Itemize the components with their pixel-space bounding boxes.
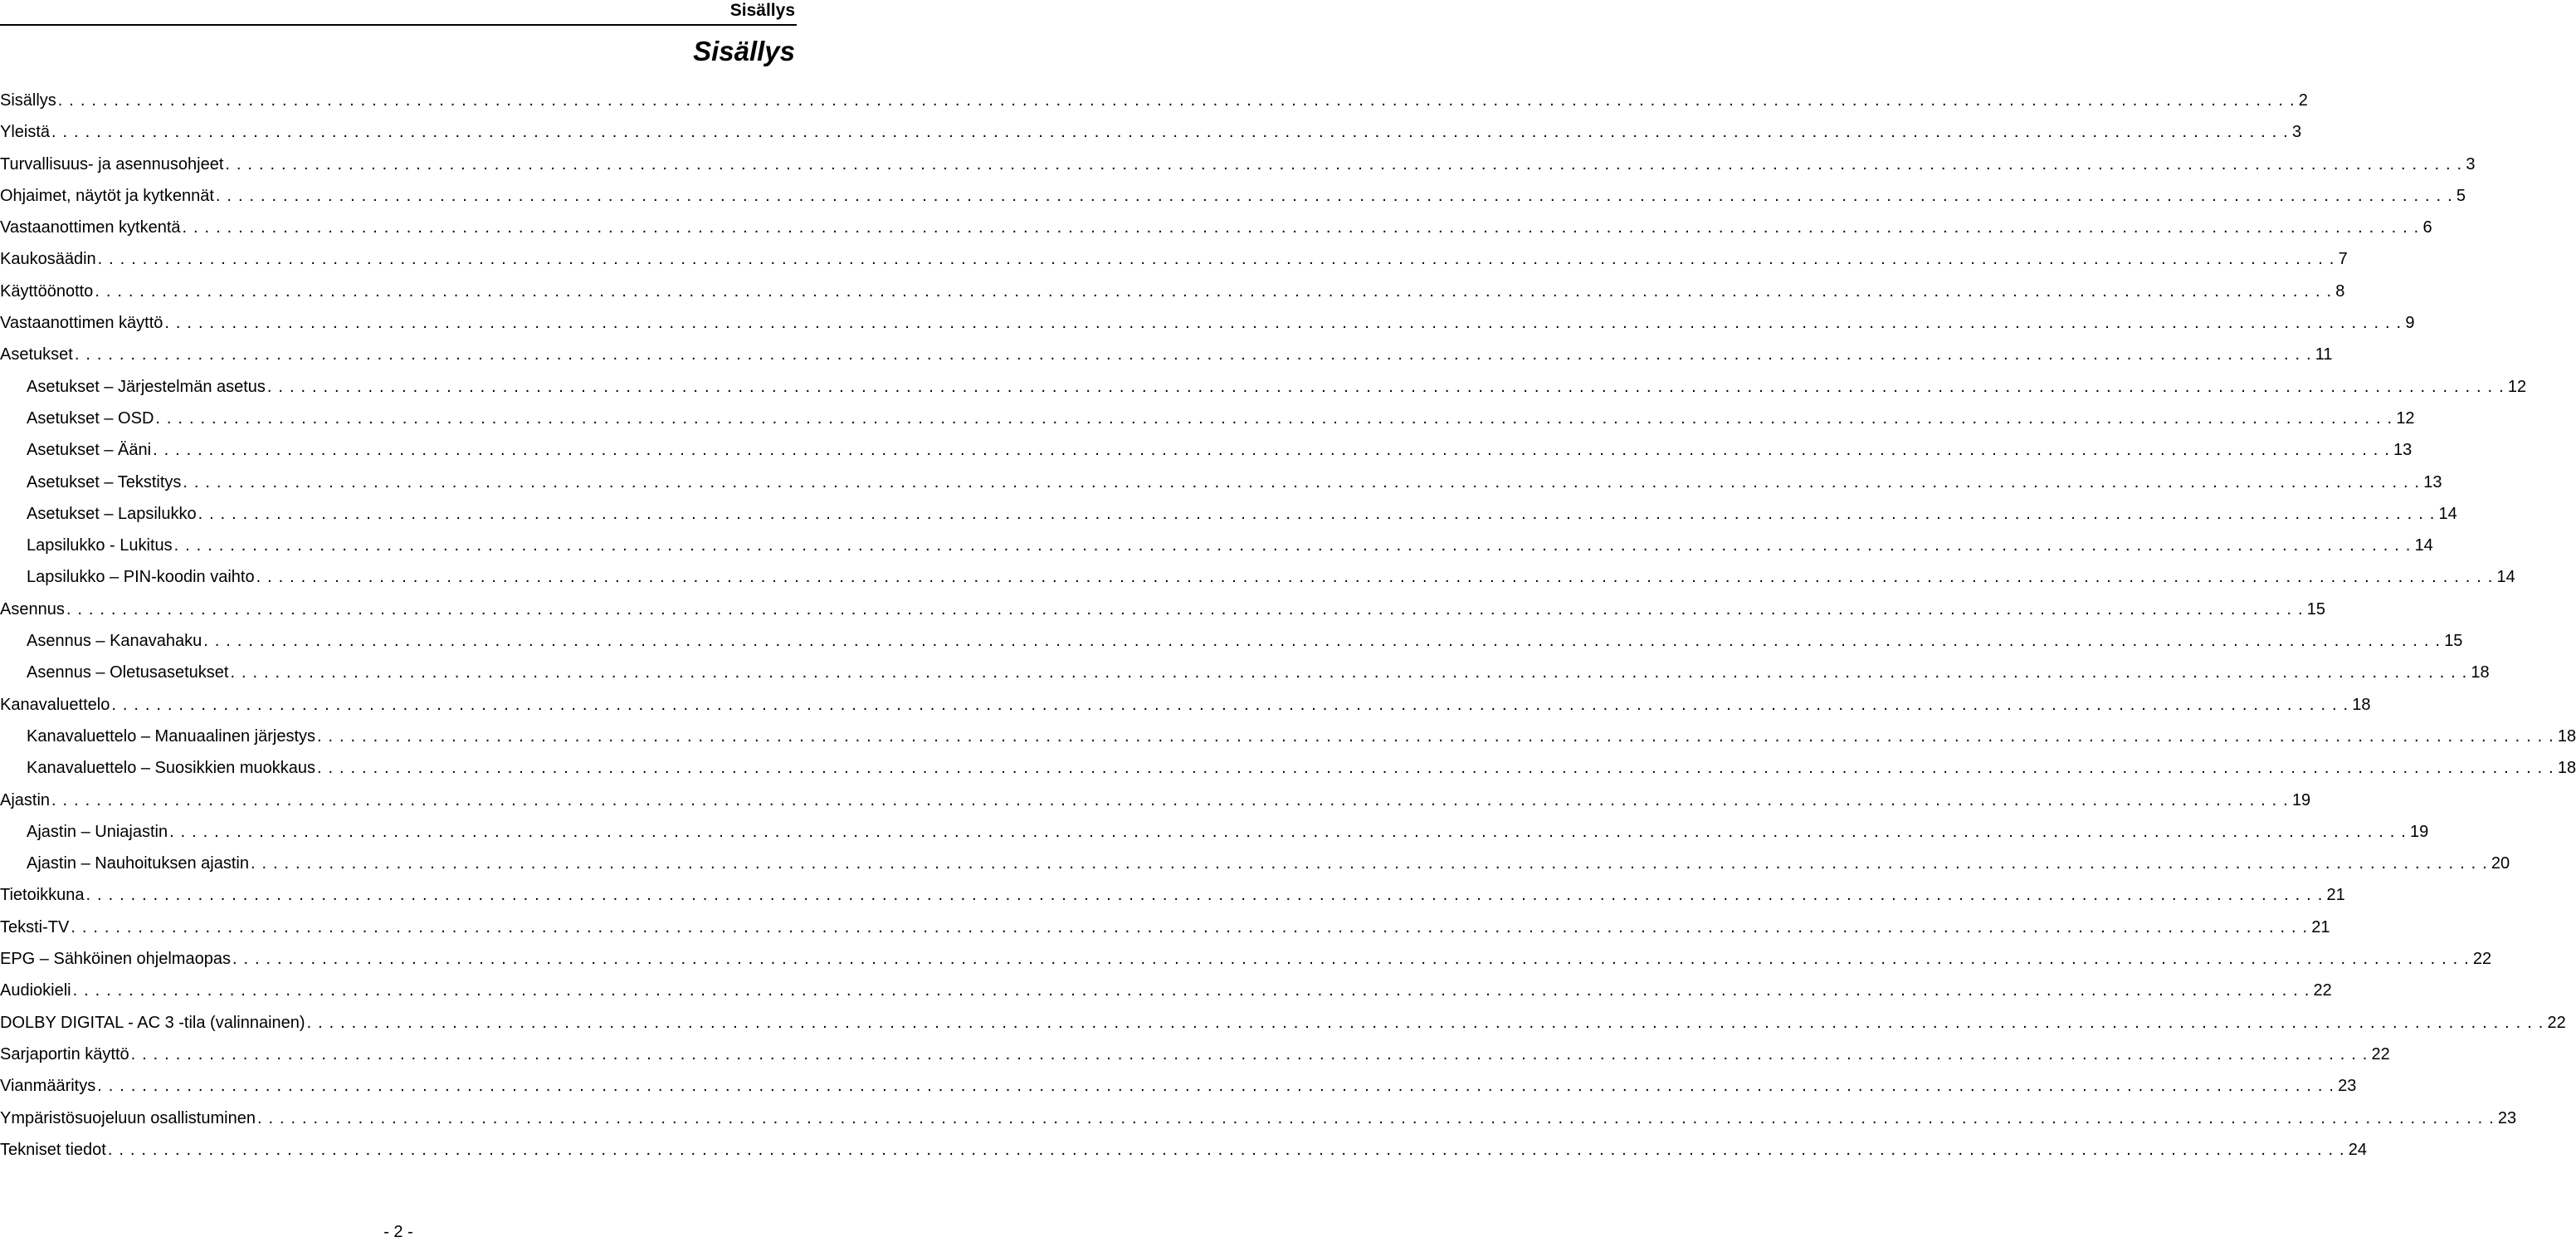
toc-entry[interactable]	[0, 498, 2457, 530]
toc-entry-label: Asetukset	[0, 345, 73, 364]
toc-entry-label: Ympäristösuojeluun osallistuminen	[0, 1108, 256, 1127]
toc-entry[interactable]	[0, 657, 2490, 688]
toc-entry[interactable]	[0, 816, 2429, 848]
toc-entry-page: 21	[2326, 886, 2345, 905]
toc-entry[interactable]	[0, 975, 2332, 1006]
toc-dot-leader: . . . . . . . . . . . . . . . . . . . . . . . . . . . . . . . . . . . . . . . . . . . . . . . . . . . . . . . . . . . . . . . . . . . . . . . . . . . . . . . . . . . . . . . . . . . . . . . . . . . . . . . . . . . . . . . . . . . . . . . . . . . . . . . . . . . . . . . . . . . . . . . . . . . . . . . . . . . . . . . . . . . . . . . . . . . . . . . . . . . . . . . . . . . . . . . . . . . . . . . .	[51, 123, 2289, 142]
toc-entry-page: 19	[2410, 822, 2429, 841]
toc-entry-page: 7	[2338, 250, 2348, 269]
toc-entry-label: Vastaanottimen käyttö	[0, 314, 163, 333]
toc-entry-page: 22	[2313, 981, 2332, 1000]
toc-entry-page: 19	[2291, 790, 2311, 809]
toc-dot-leader: . . . . . . . . . . . . . . . . . . . . . . . . . . . . . . . . . . . . . . . . . . . . . . . . . . . . . . . . . . . . . . . . . . . . . . . . . . . . . . . . . . . . . . . . . . . . . . . . . . . . . . . . . . . . . . . . . . . . . . . . . . . . . . . . . . . . . . . . . . . . . . . . . . . . . . . . . . . . . . . . . . . . . . . . . . . . . . . . . . . . . . . . . . . . . . . . . . . . . . . .	[215, 186, 2453, 205]
toc-entry-page: 14	[2414, 536, 2433, 555]
toc-entry[interactable]	[0, 530, 2433, 561]
toc-entry[interactable]	[0, 1039, 2390, 1070]
toc-entry-page: 23	[2338, 1077, 2357, 1096]
toc-entry-page: 12	[2507, 377, 2527, 396]
toc-entry[interactable]	[0, 943, 2492, 975]
toc-entry-page: 20	[2491, 854, 2510, 873]
toc-entry-page: 18	[2557, 759, 2576, 778]
toc-dot-leader: . . . . . . . . . . . . . . . . . . . . . . . . . . . . . . . . . . . . . . . . . . . . . . . . . . . . . . . . . . . . . . . . . . . . . . . . . . . . . . . . . . . . . . . . . . . . . . . . . . . . . . . . . . . . . . . . . . . . . . . . . . . . . . . . . . . . . . . . . . . . . . . . . . . . . . . . . . . . . . . . . . . . . . . . . . . . . . . . . . . . . . . . . . . . . . . . . . . . . . . .	[182, 218, 2420, 237]
page-number: - 2 -	[383, 1223, 413, 1241]
toc-entry[interactable]	[0, 85, 2308, 116]
toc-entry-label: Asetukset – Järjestelmän asetus	[27, 377, 266, 396]
toc-dot-leader: . . . . . . . . . . . . . . . . . . . . . . . . . . . . . . . . . . . . . . . . . . . . . . . . . . . . . . . . . . . . . . . . . . . . . . . . . . . . . . . . . . . . . . . . . . . . . . . . . . . . . . . . . . . . . . . . . . . . . . . . . . . . . . . . . . . . . . . . . . . . . . . . . . . . . . . . . . . . . . . . . . . . . . . . . . . . . . . . . . . . . . . . . . . . . . . . . . . . . . . .	[95, 281, 2333, 301]
toc-dot-leader: . . . . . . . . . . . . . . . . . . . . . . . . . . . . . . . . . . . . . . . . . . . . . . . . . . . . . . . . . . . . . . . . . . . . . . . . . . . . . . . . . . . . . . . . . . . . . . . . . . . . . . . . . . . . . . . . . . . . . . . . . . . . . . . . . . . . . . . . . . . . . . . . . . . . . . . . . . . . . . . . . . . . . . . . . . . . . . . . . . . . . . . . . . . . . . . . . . . . . . . .	[72, 981, 2310, 1000]
toc-entry-page: 22	[2371, 1044, 2390, 1064]
toc-entry-page: 5	[2456, 186, 2466, 205]
toc-entry-page: 18	[2557, 726, 2576, 746]
toc-entry[interactable]	[0, 339, 2333, 370]
toc-entry[interactable]	[0, 243, 2348, 275]
toc-dot-leader: . . . . . . . . . . . . . . . . . . . . . . . . . . . . . . . . . . . . . . . . . . . . . . . . . . . . . . . . . . . . . . . . . . . . . . . . . . . . . . . . . . . . . . . . . . . . . . . . . . . . . . . . . . . . . . . . . . . . . . . . . . . . . . . . . . . . . . . . . . . . . . . . . . . . . . . . . . . . . . . . . . . . . . . . . . . . . . . . . . . . . . . . . . . . . . . . . . . . . . . .	[155, 408, 2393, 428]
running-header-title: Sisällys	[729, 1, 795, 20]
toc-entry-label: Asetukset – OSD	[27, 408, 154, 428]
toc-entry-page: 8	[2335, 281, 2345, 301]
toc-dot-leader: . . . . . . . . . . . . . . . . . . . . . . . . . . . . . . . . . . . . . . . . . . . . . . . . . . . . . . . . . . . . . . . . . . . . . . . . . . . . . . . . . . . . . . . . . . . . . . . . . . . . . . . . . . . . . . . . . . . . . . . . . . . . . . . . . . . . . . . . . . . . . . . . . . . . . . . . . . . . . . . . . . . . . . . . . . . . . . . . . . . . . . . . . . . . . . . . . . . . . . . .	[173, 536, 2412, 555]
toc-dot-leader: . . . . . . . . . . . . . . . . . . . . . . . . . . . . . . . . . . . . . . . . . . . . . . . . . . . . . . . . . . . . . . . . . . . . . . . . . . . . . . . . . . . . . . . . . . . . . . . . . . . . . . . . . . . . . . . . . . . . . . . . . . . . . . . . . . . . . . . . . . . . . . . . . . . . . . . . . . . . . . . . . . . . . . . . . . . . . . . . . . . . . . . . . . . . . . . . . . . . . . . .	[306, 1013, 2544, 1032]
toc-entry[interactable]	[0, 276, 2345, 307]
toc-entry-label: EPG – Sähköinen ohjelmaopas	[0, 950, 231, 969]
toc-entry-label: Lapsilukko - Lukitus	[27, 536, 173, 555]
toc-dot-leader: . . . . . . . . . . . . . . . . . . . . . . . . . . . . . . . . . . . . . . . . . . . . . . . . . . . . . . . . . . . . . . . . . . . . . . . . . . . . . . . . . . . . . . . . . . . . . . . . . . . . . . . . . . . . . . . . . . . . . . . . . . . . . . . . . . . . . . . . . . . . . . . . . . . . . . . . . . . . . . . . . . . . . . . . . . . . . . . . . . . . . . . . . . . . . . . . . . . . . . . .	[107, 1140, 2345, 1159]
toc-entry-page: 12	[2396, 408, 2415, 428]
toc-entry[interactable]	[0, 467, 2442, 498]
toc-entry-label: Ohjaimet, näytöt ja kytkennät	[0, 186, 214, 205]
toc-dot-leader: . . . . . . . . . . . . . . . . . . . . . . . . . . . . . . . . . . . . . . . . . . . . . . . . . . . . . . . . . . . . . . . . . . . . . . . . . . . . . . . . . . . . . . . . . . . . . . . . . . . . . . . . . . . . . . . . . . . . . . . . . . . . . . . . . . . . . . . . . . . . . . . . . . . . . . . . . . . . . . . . . . . . . . . . . . . . . . . . . . . . . . . . . . . . . . . . . . . . . . . .	[51, 790, 2289, 809]
toc-entry-page: 2	[2298, 91, 2308, 110]
toc-entry[interactable]	[0, 307, 2415, 339]
toc-entry-label: Yleistä	[0, 123, 51, 142]
toc-entry-page: 14	[2496, 568, 2515, 587]
toc-entry[interactable]	[0, 371, 2527, 403]
toc-entry[interactable]	[0, 721, 2576, 752]
toc-entry-page: 22	[2472, 950, 2492, 969]
toc-dot-leader: . . . . . . . . . . . . . . . . . . . . . . . . . . . . . . . . . . . . . . . . . . . . . . . . . . . . . . . . . . . . . . . . . . . . . . . . . . . . . . . . . . . . . . . . . . . . . . . . . . . . . . . . . . . . . . . . . . . . . . . . . . . . . . . . . . . . . . . . . . . . . . . . . . . . . . . . . . . . . . . . . . . . . . . . . . . . . . . . . . . . . . . . . . . . . . . . . . . . . . . .	[85, 886, 2324, 905]
toc-dot-leader: . . . . . . . . . . . . . . . . . . . . . . . . . . . . . . . . . . . . . . . . . . . . . . . . . . . . . . . . . . . . . . . . . . . . . . . . . . . . . . . . . . . . . . . . . . . . . . . . . . . . . . . . . . . . . . . . . . . . . . . . . . . . . . . . . . . . . . . . . . . . . . . . . . . . . . . . . . . . . . . . . . . . . . . . . . . . . . . . . . . . . . . . . . . . . . . . . . . . . . . .	[97, 1077, 2335, 1096]
toc-entry-label: Turvallisuus- ja asennusohjeet	[0, 154, 224, 174]
toc-entry[interactable]	[0, 1103, 2517, 1134]
toc-entry-label: Ajastin	[0, 790, 51, 809]
toc-dot-leader: . . . . . . . . . . . . . . . . . . . . . . . . . . . . . . . . . . . . . . . . . . . . . . . . . . . . . . . . . . . . . . . . . . . . . . . . . . . . . . . . . . . . . . . . . . . . . . . . . . . . . . . . . . . . . . . . . . . . . . . . . . . . . . . . . . . . . . . . . . . . . . . . . . . . . . . . . . . . . . . . . . . . . . . . . . . . . . . . . . . . . . . . . . . . . . . . . . . . . . . .	[203, 632, 2442, 651]
toc-entry[interactable]	[0, 594, 2325, 625]
toc-entry-label: Kanavaluettelo – Suosikkien muokkaus	[27, 759, 315, 778]
toc-dot-leader: . . . . . . . . . . . . . . . . . . . . . . . . . . . . . . . . . . . . . . . . . . . . . . . . . . . . . . . . . . . . . . . . . . . . . . . . . . . . . . . . . . . . . . . . . . . . . . . . . . . . . . . . . . . . . . . . . . . . . . . . . . . . . . . . . . . . . . . . . . . . . . . . . . . . . . . . . . . . . . . . . . . . . . . . . . . . . . . . . . . . . . . . . . . . . . . . . . . . . . . .	[97, 250, 2335, 269]
toc-dot-leader: . . . . . . . . . . . . . . . . . . . . . . . . . . . . . . . . . . . . . . . . . . . . . . . . . . . . . . . . . . . . . . . . . . . . . . . . . . . . . . . . . . . . . . . . . . . . . . . . . . . . . . . . . . . . . . . . . . . . . . . . . . . . . . . . . . . . . . . . . . . . . . . . . . . . . . . . . . . . . . . . . . . . . . . . . . . . . . . . . . . . . . . . . . . . . . . . . . . . . . . .	[225, 154, 2463, 174]
toc-entry-page: 21	[2311, 917, 2330, 936]
toc-entry-page: 9	[2405, 314, 2415, 333]
toc-entry[interactable]	[0, 912, 2330, 943]
page-title: Sisällys	[693, 36, 795, 66]
toc-entry-page: 23	[2497, 1108, 2517, 1127]
toc-entry-label: Asennus – Oletusasetukset	[27, 663, 229, 682]
toc-entry-page: 13	[2423, 472, 2442, 491]
toc-entry-label: Käyttöönotto	[0, 281, 94, 301]
toc-entry-label: Lapsilukko – PIN-koodin vaihto	[27, 568, 255, 587]
toc-entry-page: 11	[2315, 345, 2333, 364]
toc-entry-label: Asetukset – Lapsilukko	[27, 504, 197, 523]
toc-entry-label: Sisällys	[0, 91, 56, 110]
toc-entry[interactable]	[0, 434, 2413, 466]
toc-entry[interactable]	[0, 879, 2345, 911]
toc-entry[interactable]	[0, 180, 2466, 212]
toc-dot-leader: . . . . . . . . . . . . . . . . . . . . . . . . . . . . . . . . . . . . . . . . . . . . . . . . . . . . . . . . . . . . . . . . . . . . . . . . . . . . . . . . . . . . . . . . . . . . . . . . . . . . . . . . . . . . . . . . . . . . . . . . . . . . . . . . . . . . . . . . . . . . . . . . . . . . . . . . . . . . . . . . . . . . . . . . . . . . . . . . . . . . . . . . . . . . . . . . . . . . . . . .	[317, 759, 2554, 778]
toc-entry-label: Kaukosäädin	[0, 250, 96, 269]
toc-entry[interactable]	[0, 689, 2371, 721]
toc-entry-label: Vianmääritys	[0, 1077, 96, 1096]
toc-dot-leader: . . . . . . . . . . . . . . . . . . . . . . . . . . . . . . . . . . . . . . . . . . . . . . . . . . . . . . . . . . . . . . . . . . . . . . . . . . . . . . . . . . . . . . . . . . . . . . . . . . . . . . . . . . . . . . . . . . . . . . . . . . . . . . . . . . . . . . . . . . . . . . . . . . . . . . . . . . . . . . . . . . . . . . . . . . . . . . . . . . . . . . . . . . . . . . . . . . . . . . . .	[256, 568, 2494, 587]
toc-entry-page: 24	[2348, 1140, 2368, 1159]
toc-dot-leader: . . . . . . . . . . . . . . . . . . . . . . . . . . . . . . . . . . . . . . . . . . . . . . . . . . . . . . . . . . . . . . . . . . . . . . . . . . . . . . . . . . . . . . . . . . . . . . . . . . . . . . . . . . . . . . . . . . . . . . . . . . . . . . . . . . . . . . . . . . . . . . . . . . . . . . . . . . . . . . . . . . . . . . . . . . . . . . . . . . . . . . . . . . . . . . . . . . . . . . . .	[57, 91, 2295, 110]
toc-entry[interactable]	[0, 212, 2432, 243]
header-rule	[0, 24, 797, 26]
toc-entry-page: 14	[2438, 504, 2457, 523]
toc-dot-leader: . . . . . . . . . . . . . . . . . . . . . . . . . . . . . . . . . . . . . . . . . . . . . . . . . . . . . . . . . . . . . . . . . . . . . . . . . . . . . . . . . . . . . . . . . . . . . . . . . . . . . . . . . . . . . . . . . . . . . . . . . . . . . . . . . . . . . . . . . . . . . . . . . . . . . . . . . . . . . . . . . . . . . . . . . . . . . . . . . . . . . . . . . . . . . . . . . . . . . . . .	[250, 854, 2488, 873]
toc-dot-leader: . . . . . . . . . . . . . . . . . . . . . . . . . . . . . . . . . . . . . . . . . . . . . . . . . . . . . . . . . . . . . . . . . . . . . . . . . . . . . . . . . . . . . . . . . . . . . . . . . . . . . . . . . . . . . . . . . . . . . . . . . . . . . . . . . . . . . . . . . . . . . . . . . . . . . . . . . . . . . . . . . . . . . . . . . . . . . . . . . . . . . . . . . . . . . . . . . . . . . . . .	[198, 504, 2436, 523]
toc-entry-label: Ajastin – Uniajastin	[27, 822, 168, 841]
toc-dot-leader: . . . . . . . . . . . . . . . . . . . . . . . . . . . . . . . . . . . . . . . . . . . . . . . . . . . . . . . . . . . . . . . . . . . . . . . . . . . . . . . . . . . . . . . . . . . . . . . . . . . . . . . . . . . . . . . . . . . . . . . . . . . . . . . . . . . . . . . . . . . . . . . . . . . . . . . . . . . . . . . . . . . . . . . . . . . . . . . . . . . . . . . . . . . . . . . . . . . . . . . .	[74, 345, 2312, 364]
toc-entry-page: 18	[2471, 663, 2490, 682]
toc-entry[interactable]	[0, 1007, 2566, 1039]
toc-entry[interactable]	[0, 1134, 2368, 1166]
toc-entry-label: Sarjaportin käyttö	[0, 1044, 129, 1064]
toc-entry[interactable]	[0, 1070, 2357, 1102]
toc-dot-leader: . . . . . . . . . . . . . . . . . . . . . . . . . . . . . . . . . . . . . . . . . . . . . . . . . . . . . . . . . . . . . . . . . . . . . . . . . . . . . . . . . . . . . . . . . . . . . . . . . . . . . . . . . . . . . . . . . . . . . . . . . . . . . . . . . . . . . . . . . . . . . . . . . . . . . . . . . . . . . . . . . . . . . . . . . . . . . . . . . . . . . . . . . . . . . . . . . . . . . . . .	[256, 1108, 2495, 1127]
toc-entry-page: 6	[2422, 218, 2432, 237]
toc-entry-page: 13	[2393, 441, 2413, 460]
toc-entry-label: Asennus	[0, 599, 65, 619]
toc-entry-label: Kanavaluettelo	[0, 695, 110, 714]
toc-dot-leader: . . . . . . . . . . . . . . . . . . . . . . . . . . . . . . . . . . . . . . . . . . . . . . . . . . . . . . . . . . . . . . . . . . . . . . . . . . . . . . . . . . . . . . . . . . . . . . . . . . . . . . . . . . . . . . . . . . . . . . . . . . . . . . . . . . . . . . . . . . . . . . . . . . . . . . . . . . . . . . . . . . . . . . . . . . . . . . . . . . . . . . . . . . . . . . . . . . . . . . . .	[317, 726, 2554, 746]
toc-entry-label: Kanavaluettelo – Manuaalinen järjestys	[27, 726, 315, 746]
toc-entry-page: 3	[2291, 123, 2302, 142]
toc-dot-leader: . . . . . . . . . . . . . . . . . . . . . . . . . . . . . . . . . . . . . . . . . . . . . . . . . . . . . . . . . . . . . . . . . . . . . . . . . . . . . . . . . . . . . . . . . . . . . . . . . . . . . . . . . . . . . . . . . . . . . . . . . . . . . . . . . . . . . . . . . . . . . . . . . . . . . . . . . . . . . . . . . . . . . . . . . . . . . . . . . . . . . . . . . . . . . . . . . . . . . . . .	[266, 377, 2505, 396]
toc-entry-label: Tietoikkuna	[0, 886, 85, 905]
toc-entry-label: Asennus – Kanavahaku	[27, 632, 202, 651]
table-of-contents	[0, 85, 2576, 1166]
toc-entry[interactable]	[0, 116, 2302, 148]
toc-entry-page: 18	[2352, 695, 2371, 714]
toc-entry[interactable]	[0, 848, 2510, 879]
toc-entry-label: Vastaanottimen kytkentä	[0, 218, 181, 237]
toc-entry-label: Ajastin – Nauhoituksen ajastin	[27, 854, 249, 873]
toc-entry-label: Audiokieli	[0, 981, 71, 1000]
toc-dot-leader: . . . . . . . . . . . . . . . . . . . . . . . . . . . . . . . . . . . . . . . . . . . . . . . . . . . . . . . . . . . . . . . . . . . . . . . . . . . . . . . . . . . . . . . . . . . . . . . . . . . . . . . . . . . . . . . . . . . . . . . . . . . . . . . . . . . . . . . . . . . . . . . . . . . . . . . . . . . . . . . . . . . . . . . . . . . . . . . . . . . . . . . . . . . . . . . . . . . . . . . .	[232, 950, 2470, 969]
toc-dot-leader: . . . . . . . . . . . . . . . . . . . . . . . . . . . . . . . . . . . . . . . . . . . . . . . . . . . . . . . . . . . . . . . . . . . . . . . . . . . . . . . . . . . . . . . . . . . . . . . . . . . . . . . . . . . . . . . . . . . . . . . . . . . . . . . . . . . . . . . . . . . . . . . . . . . . . . . . . . . . . . . . . . . . . . . . . . . . . . . . . . . . . . . . . . . . . . . . . . . . . . . .	[66, 599, 2304, 619]
toc-entry-label: Tekniset tiedot	[0, 1140, 106, 1159]
toc-entry-page: 3	[2466, 154, 2476, 174]
toc-dot-leader: . . . . . . . . . . . . . . . . . . . . . . . . . . . . . . . . . . . . . . . . . . . . . . . . . . . . . . . . . . . . . . . . . . . . . . . . . . . . . . . . . . . . . . . . . . . . . . . . . . . . . . . . . . . . . . . . . . . . . . . . . . . . . . . . . . . . . . . . . . . . . . . . . . . . . . . . . . . . . . . . . . . . . . . . . . . . . . . . . . . . . . . . . . . . . . . . . . . . . . . .	[111, 695, 2349, 714]
toc-entry[interactable]	[0, 403, 2415, 434]
toc-entry-label: DOLBY DIGITAL - AC 3 -tila (valinnainen)	[0, 1013, 305, 1032]
toc-dot-leader: . . . . . . . . . . . . . . . . . . . . . . . . . . . . . . . . . . . . . . . . . . . . . . . . . . . . . . . . . . . . . . . . . . . . . . . . . . . . . . . . . . . . . . . . . . . . . . . . . . . . . . . . . . . . . . . . . . . . . . . . . . . . . . . . . . . . . . . . . . . . . . . . . . . . . . . . . . . . . . . . . . . . . . . . . . . . . . . . . . . . . . . . . . . . . . . . . . . . . . . .	[169, 822, 2407, 841]
toc-dot-leader: . . . . . . . . . . . . . . . . . . . . . . . . . . . . . . . . . . . . . . . . . . . . . . . . . . . . . . . . . . . . . . . . . . . . . . . . . . . . . . . . . . . . . . . . . . . . . . . . . . . . . . . . . . . . . . . . . . . . . . . . . . . . . . . . . . . . . . . . . . . . . . . . . . . . . . . . . . . . . . . . . . . . . . . . . . . . . . . . . . . . . . . . . . . . . . . . . . . . . . . .	[153, 441, 2390, 460]
toc-dot-leader: . . . . . . . . . . . . . . . . . . . . . . . . . . . . . . . . . . . . . . . . . . . . . . . . . . . . . . . . . . . . . . . . . . . . . . . . . . . . . . . . . . . . . . . . . . . . . . . . . . . . . . . . . . . . . . . . . . . . . . . . . . . . . . . . . . . . . . . . . . . . . . . . . . . . . . . . . . . . . . . . . . . . . . . . . . . . . . . . . . . . . . . . . . . . . . . . . . . . . . . .	[71, 917, 2309, 936]
toc-entry-label: Asetukset – Tekstitys	[27, 472, 182, 491]
toc-entry-page: 22	[2547, 1013, 2566, 1032]
toc-entry-page: 15	[2306, 599, 2325, 619]
toc-entry[interactable]	[0, 752, 2576, 784]
toc-dot-leader: . . . . . . . . . . . . . . . . . . . . . . . . . . . . . . . . . . . . . . . . . . . . . . . . . . . . . . . . . . . . . . . . . . . . . . . . . . . . . . . . . . . . . . . . . . . . . . . . . . . . . . . . . . . . . . . . . . . . . . . . . . . . . . . . . . . . . . . . . . . . . . . . . . . . . . . . . . . . . . . . . . . . . . . . . . . . . . . . . . . . . . . . . . . . . . . . . . . . . . . .	[183, 472, 2421, 491]
toc-entry[interactable]	[0, 785, 2311, 816]
toc-entry-page: 15	[2444, 632, 2463, 651]
toc-dot-leader: . . . . . . . . . . . . . . . . . . . . . . . . . . . . . . . . . . . . . . . . . . . . . . . . . . . . . . . . . . . . . . . . . . . . . . . . . . . . . . . . . . . . . . . . . . . . . . . . . . . . . . . . . . . . . . . . . . . . . . . . . . . . . . . . . . . . . . . . . . . . . . . . . . . . . . . . . . . . . . . . . . . . . . . . . . . . . . . . . . . . . . . . . . . . . . . . . . . . . . . .	[230, 663, 2468, 682]
toc-dot-leader: . . . . . . . . . . . . . . . . . . . . . . . . . . . . . . . . . . . . . . . . . . . . . . . . . . . . . . . . . . . . . . . . . . . . . . . . . . . . . . . . . . . . . . . . . . . . . . . . . . . . . . . . . . . . . . . . . . . . . . . . . . . . . . . . . . . . . . . . . . . . . . . . . . . . . . . . . . . . . . . . . . . . . . . . . . . . . . . . . . . . . . . . . . . . . . . . . . . . . . . .	[164, 314, 2403, 333]
toc-dot-leader: . . . . . . . . . . . . . . . . . . . . . . . . . . . . . . . . . . . . . . . . . . . . . . . . . . . . . . . . . . . . . . . . . . . . . . . . . . . . . . . . . . . . . . . . . . . . . . . . . . . . . . . . . . . . . . . . . . . . . . . . . . . . . . . . . . . . . . . . . . . . . . . . . . . . . . . . . . . . . . . . . . . . . . . . . . . . . . . . . . . . . . . . . . . . . . . . . . . . . . . .	[130, 1044, 2369, 1064]
toc-entry[interactable]	[0, 149, 2476, 180]
toc-entry-label: Teksti-TV	[0, 917, 70, 936]
toc-entry-label: Asetukset – Ääni	[27, 441, 152, 460]
toc-entry[interactable]	[0, 561, 2515, 593]
toc-entry[interactable]	[0, 625, 2463, 657]
